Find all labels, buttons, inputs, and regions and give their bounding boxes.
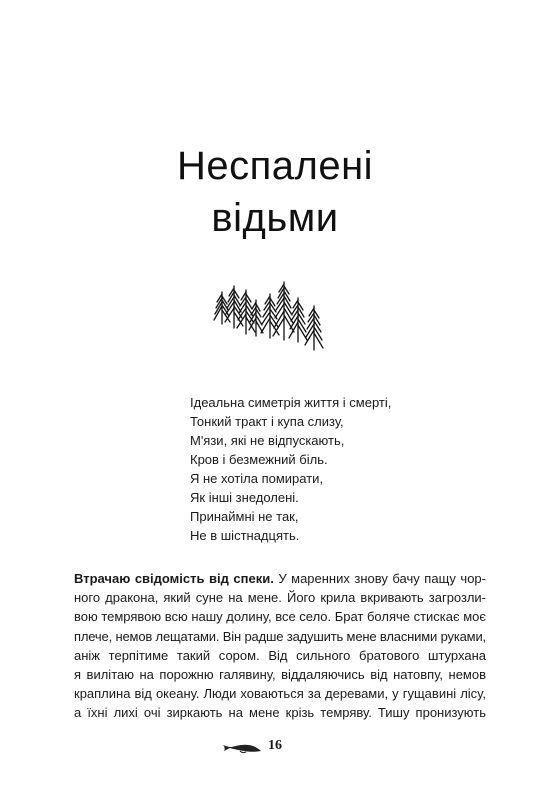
poem-line: Принаймні не так, bbox=[190, 509, 299, 524]
body-line: вою темрявою всю нашу долину, все село. Брат боляче стискає моє bbox=[74, 609, 486, 625]
page-footer bbox=[0, 738, 550, 758]
body-line: ного дракона, який суне на мене. Його крила вкривають загрозли- bbox=[74, 590, 486, 606]
body-line: я вилітаю на порожню галявину, віддаляючись від натовпу, немов bbox=[74, 667, 486, 683]
poem-line: Кров і безмежний біль. bbox=[190, 452, 328, 467]
poem-line: Тонкий тракт і купа слизу, bbox=[190, 414, 344, 429]
poem-line: М'язи, які не відпускають, bbox=[190, 433, 345, 448]
epigraph-poem bbox=[190, 393, 391, 545]
poem-line: Не в шістнадцять. bbox=[190, 528, 300, 543]
body-line: а їхні лихі очі зиркають на мене крізь темряву. Тишу пронизують bbox=[74, 705, 486, 721]
body-line: краплина від океану. Люди ховаються за деревами, у гущавині лісу, bbox=[74, 686, 486, 702]
lead-in-bold: Втрачаю свідомість від спеки. bbox=[74, 571, 274, 586]
page-number: 16 bbox=[268, 738, 282, 753]
poem-line: Ідеальна симетрія життя і смерті, bbox=[190, 395, 392, 410]
body-line: плече, немов лещатами. Він радше задушить мене власними руками, bbox=[74, 628, 486, 644]
chapter-title bbox=[0, 140, 550, 244]
poem-line: Як інші знедолені. bbox=[190, 490, 299, 505]
body-line-text: У маренних знову бачу пащу чор- bbox=[273, 571, 486, 586]
body-line: аніж терпітиме такий сором. Від сильного братового штурхана bbox=[74, 647, 486, 663]
whale-icon bbox=[222, 740, 262, 754]
body-text bbox=[74, 569, 486, 723]
body-line-first bbox=[74, 569, 486, 588]
poem-line: Я не хотіла помирати, bbox=[190, 471, 324, 486]
chapter-title-line-2: відьми bbox=[211, 196, 339, 240]
forest-illustration-icon bbox=[212, 278, 328, 354]
chapter-title-line-1: Неспалені bbox=[176, 144, 374, 188]
